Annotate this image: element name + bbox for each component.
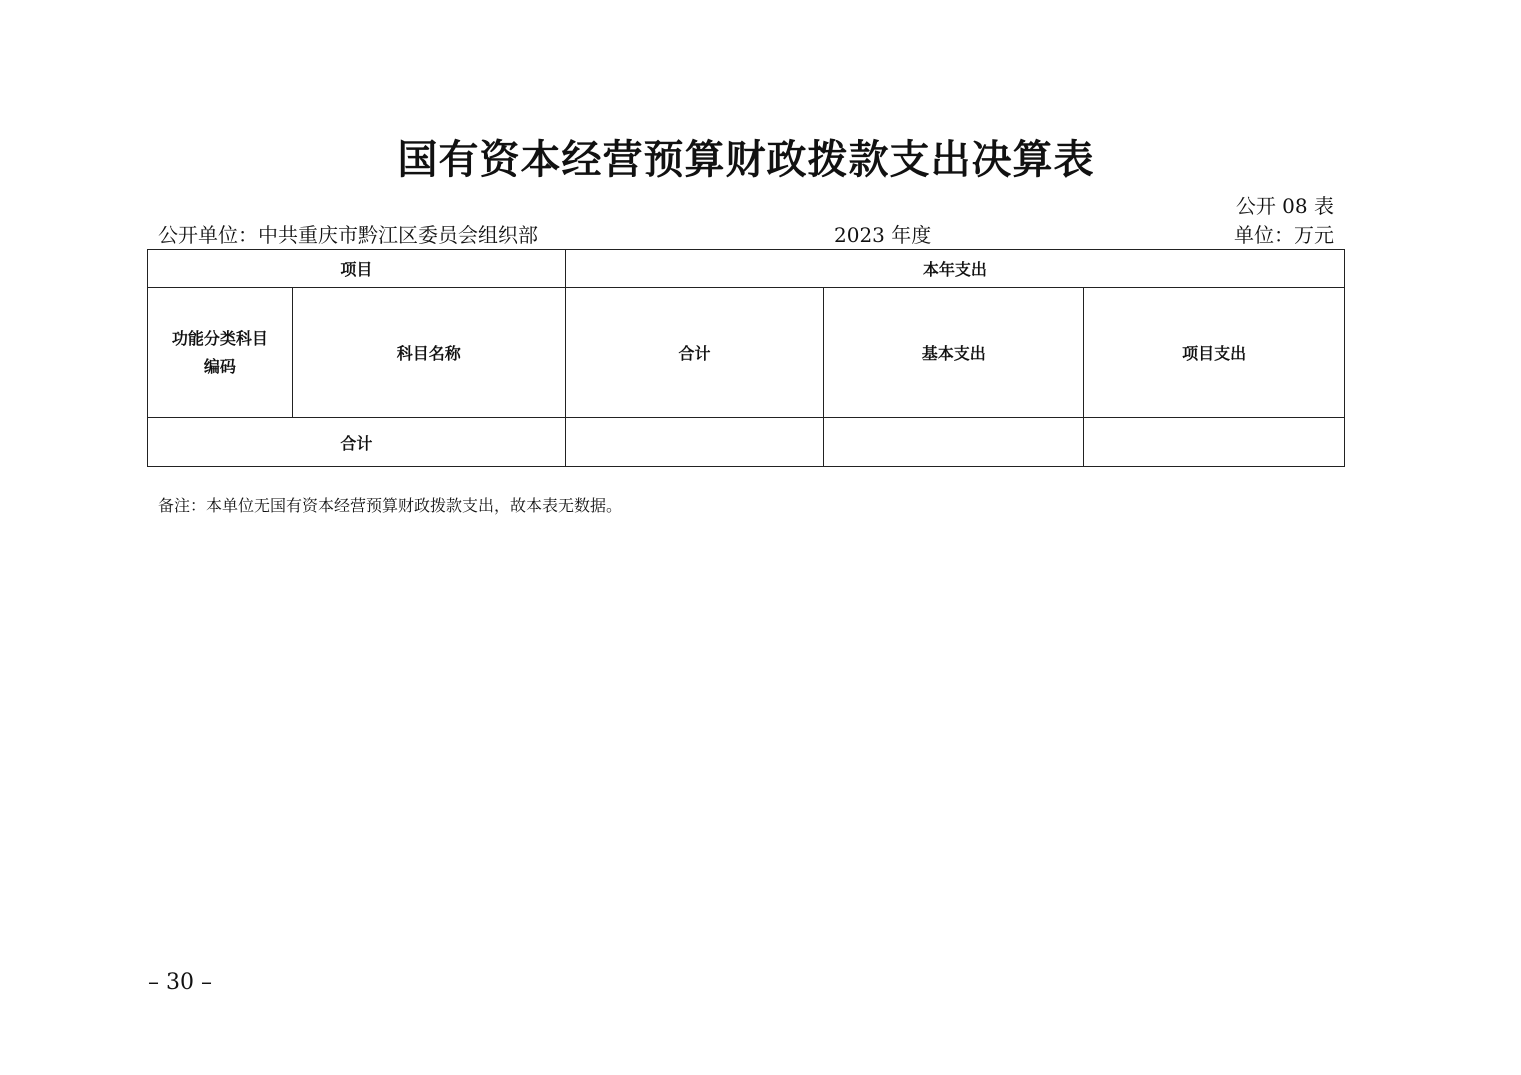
- header-current-year: 本年支出: [565, 250, 1344, 288]
- header-row-2: [148, 288, 1345, 418]
- header-subject-name: 科目名称: [292, 288, 565, 418]
- total-row-label: 合计: [148, 418, 566, 467]
- header-row-1: [148, 250, 1345, 288]
- total-row: [148, 418, 1345, 467]
- header-total: 合计: [565, 288, 824, 418]
- currency-unit: 单位：万元: [1234, 223, 1334, 247]
- form-number: 公开 08 表: [1235, 194, 1334, 218]
- header-project-expenditure: 项目支出: [1084, 288, 1345, 418]
- header-basic-expenditure: 基本支出: [824, 288, 1084, 418]
- header-project: 项目: [148, 250, 566, 288]
- footnote: 备注：本单位无国有资本经营预算财政拨款支出，故本表无数据。: [158, 496, 623, 515]
- fiscal-year: 2023 年度: [834, 223, 932, 247]
- header-code-line1: 功能分类科目: [171, 328, 268, 348]
- header-code: [148, 288, 293, 418]
- header-code-line2: 编码: [203, 356, 236, 376]
- page-title: 国有资本经营预算财政拨款支出决算表: [397, 136, 1095, 183]
- total-value-cell: [565, 418, 824, 467]
- project-value-cell: [1084, 418, 1345, 467]
- reporting-unit: 公开单位：中共重庆市黔江区委员会组织部: [158, 223, 538, 247]
- budget-table: [147, 249, 1345, 467]
- basic-value-cell: [824, 418, 1084, 467]
- meta-row: [158, 221, 1334, 249]
- page-number: – 30 –: [148, 970, 212, 995]
